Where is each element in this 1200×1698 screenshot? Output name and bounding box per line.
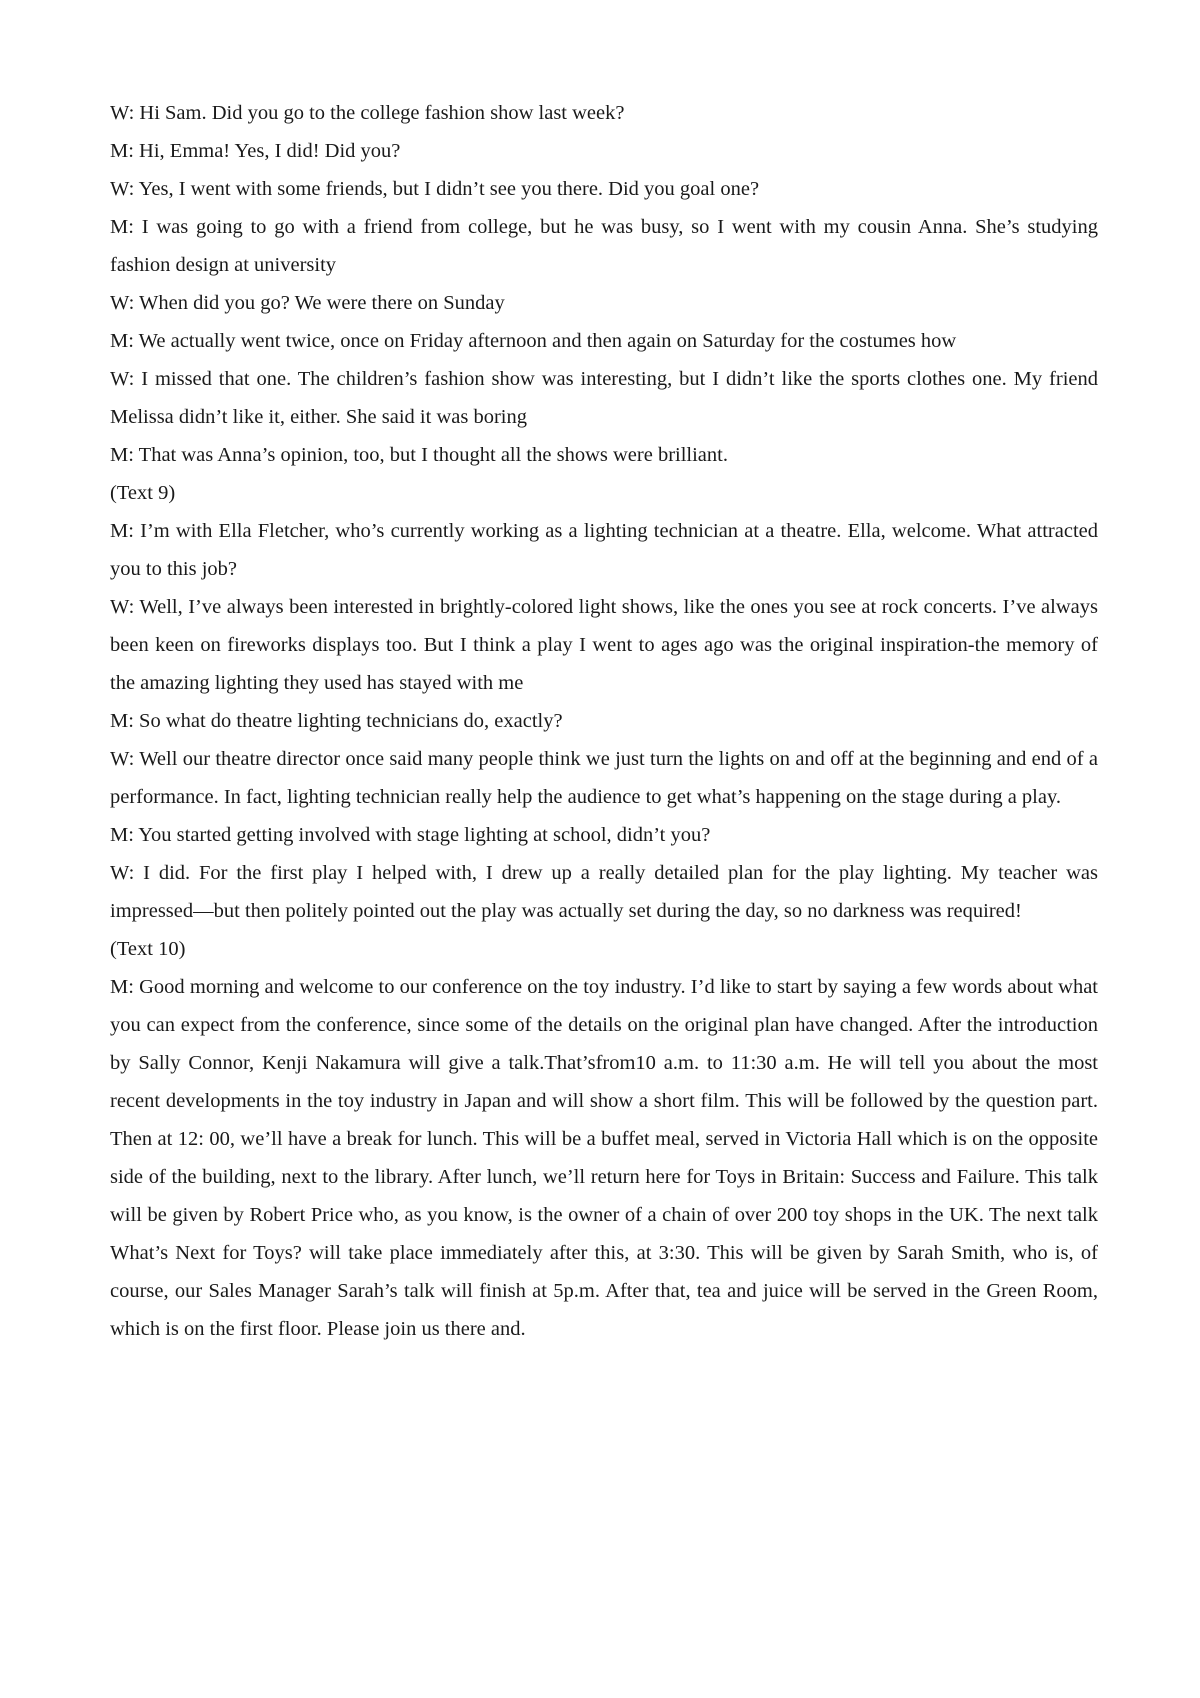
dialogue-line-m-twice: M: We actually went twice, once on Friday afternoon and then again on Saturday for the costumes how [110, 330, 957, 352]
section-heading-text-10: (Text 10) [110, 938, 186, 960]
interview-line-m-school: M: You started getting involved with stage lighting at school, didn’t you? [110, 824, 711, 846]
dialogue-line-m-opinion: M: That was Anna’s opinion, too, but I thought all the shows were brilliant. [110, 444, 728, 466]
dialogue-line-m-cousin: M: I was going to go with a friend from college, but he was busy, so I went with my cousin Anna. She’s studying fashion design at university [110, 216, 1098, 276]
dialogue-line-m-reply: M: Hi, Emma! Yes, I did! Did you? [110, 140, 401, 162]
dialogue-line-w-when: W: When did you go? We were there on Sunday [110, 292, 505, 314]
interview-line-w-role: W: Well our theatre director once said many people think we just turn the lights on and off at the beginning and end of a performance. In fact, lighting technician really help the audience to get what’s happening on the stage during a play. [110, 748, 1098, 808]
interview-line-m-intro: M: I’m with Ella Fletcher, who’s currently working as a lighting technician at a theatre. Ella, welcome. What attracted you to this job? [110, 520, 1098, 580]
interview-line-w-inspiration: W: Well, I’ve always been interested in brightly-colored light shows, like the ones you see at rock concerts. I’ve always been keen on fireworks displays too. But I think a play I went to ages ago was the original inspiration-the memory of the amazing lighting they used has stayed with me [110, 596, 1098, 694]
section-heading-text-9: (Text 9) [110, 482, 176, 504]
interview-line-m-question: M: So what do theatre lighting technicians do, exactly? [110, 710, 563, 732]
dialogue-line-w-missed: W: I missed that one. The children’s fashion show was interesting, but I didn’t like the sports clothes one. My friend Melissa didn’t like it, either. She said it was boring [110, 368, 1098, 428]
dialogue-line-w-greeting: W: Hi Sam. Did you go to the college fashion show last week? [110, 102, 625, 124]
dialogue-line-w-friends: W: Yes, I went with some friends, but I didn’t see you there. Did you goal one? [110, 178, 760, 200]
conference-speech: M: Good morning and welcome to our conference on the toy industry. I’d like to start by saying a few words about what you can expect from the conference, since some of the details on the original plan have changed. After the introduction by Sally Connor, Kenji Nakamura will give a talk.That’sfrom10 a.m. to 11:30 a.m. He will tell you about the most recent developments in the toy industry in Japan and will show a short film. This will be followed by the question part. Then at 12: 00, we’ll have a break for lunch. This will be a buffet meal, served in Victoria Hall which is on the opposite side of the building, next to the library. After lunch, we’ll return here for Toys in Britain: Success and Failure. This talk will be given by Robert Price who, as you know, is the owner of a chain of over 200 toy shops in the UK. The next talk What’s Next for Toys? will take place immediately after this, at 3:30. This will be given by Sarah Smith, who is, of course, our Sales Manager Sarah’s talk will finish at 5p.m. After that, tea and juice will be served in the Green Room, which is on the first floor. Please join us there and. [110, 976, 1098, 1340]
interview-line-w-plan: W: I did. For the first play I helped with, I drew up a really detailed plan for the play lighting. My teacher was impressed—but then politely pointed out the play was actually set during the day, so no darkness was required! [110, 862, 1098, 922]
document-page [110, 94, 1098, 1348]
